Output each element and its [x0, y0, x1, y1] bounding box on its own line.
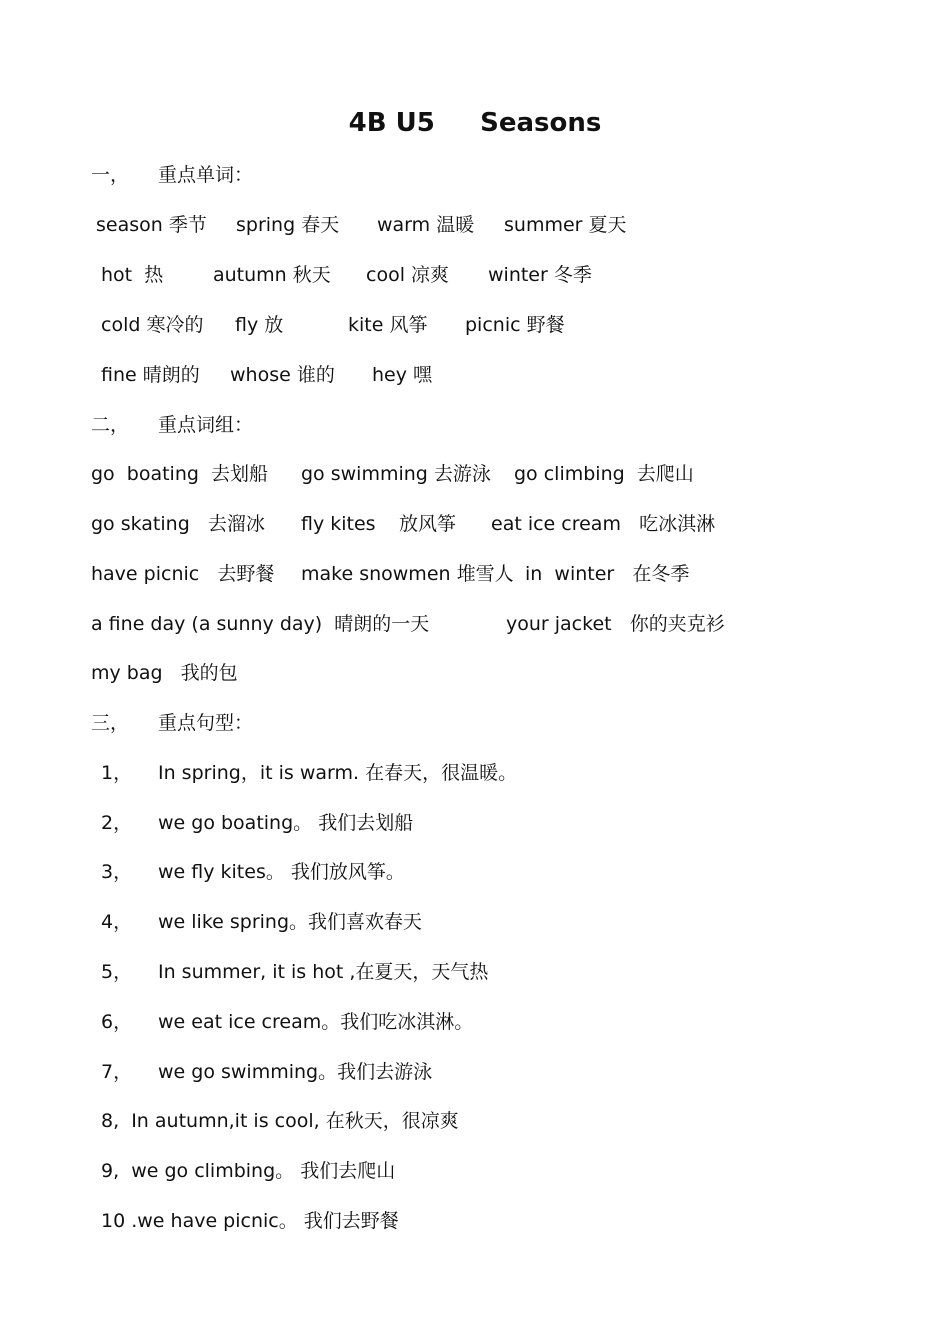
sentence-number: 1，: [101, 762, 133, 784]
sentence-number: 5，: [101, 961, 133, 983]
sentence-text: we like spring。我们喜欢春天: [158, 911, 423, 933]
word-item: season 季节: [96, 214, 207, 236]
word-item: winter 冬季: [488, 264, 592, 286]
phrase-item: go climbing 去爬山: [514, 463, 694, 485]
sentence-text: we fly kites。 我们放风筝。: [158, 861, 405, 883]
word-item: hey 嘿: [372, 364, 433, 386]
section-number: 一，: [91, 164, 130, 186]
phrase-item: fly kites: [301, 513, 376, 535]
section-number: 二，: [91, 414, 130, 436]
sentence-number: 2，: [101, 812, 133, 834]
phrase-item: make snowmen 堆雪人: [301, 563, 514, 585]
word-item: hot 热: [101, 264, 164, 286]
section-number: 三，: [91, 712, 130, 734]
word-item: fine 晴朗的: [101, 364, 200, 386]
word-item: warm 温暖: [377, 214, 475, 236]
phrase-item: 放风筝: [399, 513, 457, 535]
sentence-text: In summer, it is hot ,在夏天，天气热: [158, 961, 489, 983]
sentence-text: In spring，it is warm. 在春天，很温暖。: [158, 762, 518, 784]
page-title: 4B U5 Seasons: [348, 108, 602, 138]
word-item: picnic 野餐: [465, 314, 565, 336]
phrase-item: go swimming 去游泳: [301, 463, 491, 485]
section-label: 重点单词：: [158, 164, 254, 186]
phrase-row: [0, 659, 950, 715]
word-item: spring 春天: [236, 214, 340, 236]
sentence-row: 9, we go climbing。 我们去爬山: [101, 1160, 396, 1182]
phrase-item: go boating 去划船: [91, 463, 269, 485]
phrase-item: in winter 在冬季: [525, 563, 690, 585]
word-item: fly 放: [235, 314, 284, 336]
word-item: autumn 秋天: [213, 264, 331, 286]
sentence-text: we eat ice cream。我们吃冰淇淋。: [158, 1011, 474, 1033]
word-item: summer 夏天: [504, 214, 627, 236]
phrase-item: eat ice cream 吃冰淇淋: [491, 513, 716, 535]
word-item: cold 寒冷的: [101, 314, 204, 336]
sentence-row: 8, In autumn,it is cool, 在秋天，很凉爽: [101, 1110, 459, 1132]
sentence-row: 10 .we have picnic。 我们去野餐: [101, 1210, 399, 1232]
sentence-number: 6，: [101, 1011, 133, 1033]
sentence-text: we go swimming。我们去游泳: [158, 1061, 433, 1083]
sentence-number: 4，: [101, 911, 133, 933]
phrase-item: a fine day (a sunny day) 晴朗的一天: [91, 613, 430, 635]
word-item: kite 风筝: [348, 314, 428, 336]
sentence-number: 7，: [101, 1061, 133, 1083]
phrase-item: my bag 我的包: [91, 662, 238, 684]
phrase-item: your jacket 你的夹克衫: [506, 613, 725, 635]
word-item: cool 凉爽: [366, 264, 450, 286]
sentence-text: we go boating。 我们去划船: [158, 812, 414, 834]
section-label: 重点句型：: [158, 712, 254, 734]
phrase-item: go skating 去溜冰: [91, 513, 265, 535]
section-label: 重点词组：: [158, 414, 254, 436]
sentence-number: 3，: [101, 861, 133, 883]
phrase-item: have picnic 去野餐: [91, 563, 275, 585]
word-item: whose 谁的: [230, 364, 335, 386]
